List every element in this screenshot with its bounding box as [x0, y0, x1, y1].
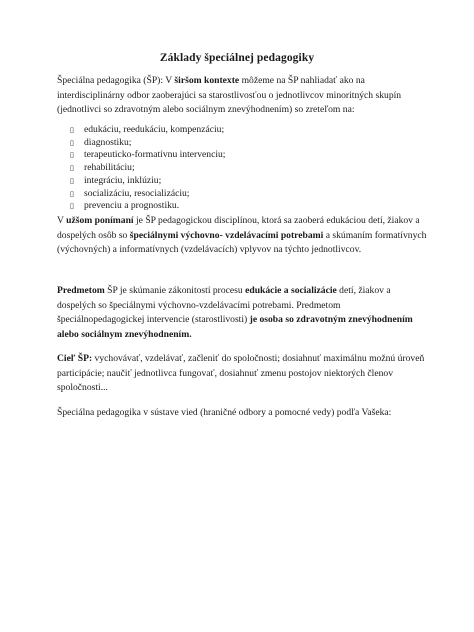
subject-bold-3: je osoba so zdravotným znevýhodnením alebo sociálnym znevýhodnením. — [57, 314, 413, 340]
goal-bold-1: Cieľ ŠP: — [57, 353, 93, 364]
list-item: ▯ prevenciu a prognostiku. — [70, 200, 180, 212]
system-paragraph: Špeciálna pedagogika v sústave vied (hraničné odbory a pomocné vedy) podľa Vašeka: — [57, 407, 392, 418]
narrow-sense-paragraph: V užšom ponímaní je ŠP pedagogickou disciplínou, ktorá sa zaoberá edukáciou detí, žiakov a dospelých osôb so špeciálnymi výchovno- vzdelávacími potrebami a skúmaním formatívnych (výchovných) a informatívnych (vzdelávacích) vplyvov na týchto jednotlivcov. — [57, 215, 427, 255]
subject-bold-2: edukácie a socializácie — [245, 285, 337, 296]
narrow-bold-2: špeciálnymi výchovno- vzdelávacími potrebami — [129, 229, 324, 241]
bullet-icon: ▯ — [70, 151, 74, 160]
intro-text-1: Špeciálna pedagogika (ŠP): V — [57, 75, 175, 86]
bullet-icon: ▯ — [70, 126, 74, 134]
list-item: ▯ integráciu, inklúziu; — [70, 174, 162, 186]
list-item: ▯ terapeuticko-formatívnu intervenciu; — [70, 149, 226, 161]
bullet-icon: ▯ — [70, 202, 74, 211]
intro-bold-1: širšom kontexte — [174, 75, 240, 86]
intro-paragraph — [57, 74, 429, 118]
document-title: Základy špeciálnej pedagogiky — [159, 52, 315, 64]
list-item: ▯ socializáciu, resocializáciu; — [70, 187, 190, 199]
bullet-icon: ▯ — [70, 176, 74, 185]
focus-list — [70, 124, 225, 213]
bullet-icon: ▯ — [70, 138, 74, 147]
goal-paragraph: Cieľ ŠP: vychovávať, vzdelávať, začleniť do spoločnosti; dosiahnuť maximálnu možnú úroveň participácie; naučiť jednotlivca fungovať, dosiahnuť zmenu postojov niektorých členov spoločnosti... — [57, 353, 425, 393]
narrow-bold-1: užšom ponímaní — [66, 215, 134, 226]
bullet-icon: ▯ — [70, 164, 74, 173]
intro-text-2: môžeme na ŠP nahliadať ako na interdisciplinárny odbor zaoberajúci sa starostlivosťou o jednotlivcov minoritných skupín (jednotlivci so zdravotným alebo sociálnym znevýhodnením) so zreteľom na: — [57, 75, 402, 115]
list-item: ▯ rehabilitáciu; — [70, 162, 135, 174]
bullet-icon: ▯ — [70, 189, 74, 198]
subject-bold-1: Predmetom — [57, 285, 105, 296]
list-item: ▯ edukáciu, reedukáciu, kompenzáciu; — [70, 124, 225, 135]
list-item: ▯ diagnostiku; — [70, 136, 132, 148]
subject-paragraph: Predmetom ŠP je skúmanie zákonitostí procesu edukácie a socializácie detí, žiakov a dospelých so špeciálnymi výchovno-vzdelávacími potrebami. Predmetom špeciálnopedagogickej intervencie (starostlivosti) je osoba so zdravotným znevýhodnením alebo sociálnym znevýhodnením. — [57, 285, 413, 340]
